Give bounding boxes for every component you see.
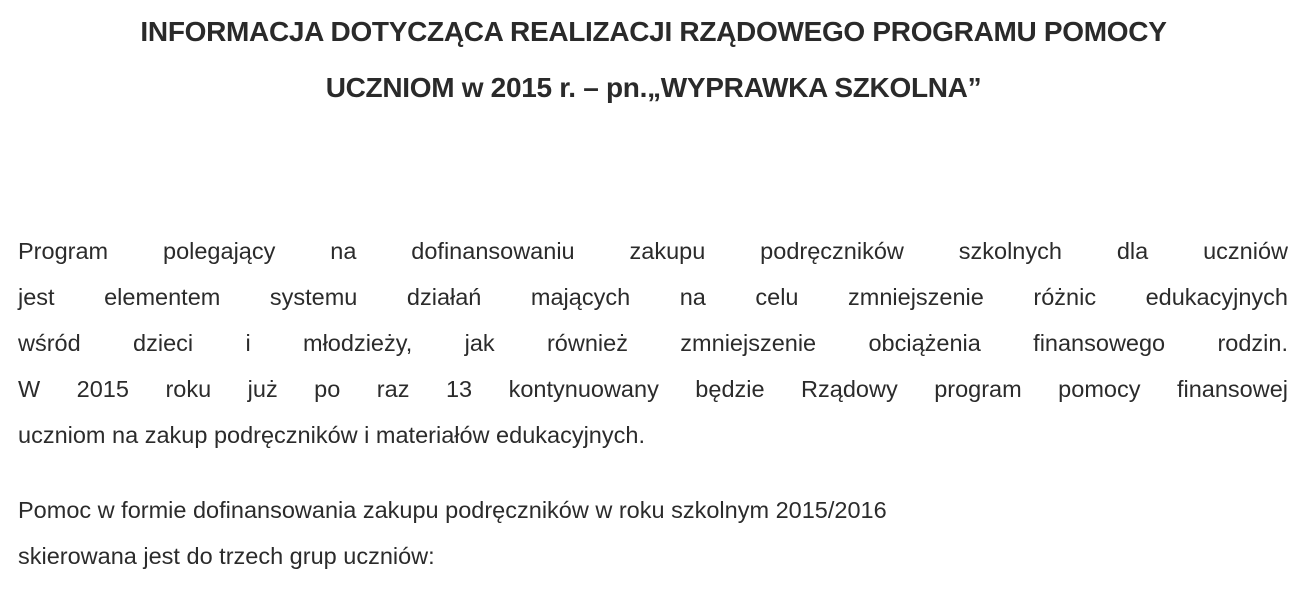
- paragraph-1-line-2: jest elementem systemu działań mających na celu zmniejszenie różnic edukacyjnych: [18, 284, 1288, 310]
- document-title-line-2: UCZNIOM w 2015 r. – pn.„WYPRAWKA SZKOLNA”: [325, 72, 982, 103]
- document-title-line-1: INFORMACJA DOTYCZĄCA REALIZACJI RZĄDOWEGO PROGRAMU POMOCY: [140, 16, 1167, 47]
- paragraph-1-line-4: W 2015 roku już po raz 13 kontynuowany będzie Rządowy program pomocy finansowej: [18, 376, 1288, 402]
- paragraph-1-line-3: wśród dzieci i młodzieży, jak również zmniejszenie obciążenia finansowego rodzin.: [18, 330, 1288, 356]
- paragraph-1-line-5: uczniom na zakup podręczników i materiałów edukacyjnych.: [18, 422, 645, 448]
- paragraph-2-line-1: Pomoc w formie dofinansowania zakupu podręczników w roku szkolnym 2015/2016: [18, 497, 887, 523]
- paragraph-2-line-2: skierowana jest do trzech grup uczniów:: [18, 543, 435, 569]
- paragraph-1-line-1: Program polegający na dofinansowaniu zakupu podręczników szkolnych dla uczniów: [18, 238, 1288, 264]
